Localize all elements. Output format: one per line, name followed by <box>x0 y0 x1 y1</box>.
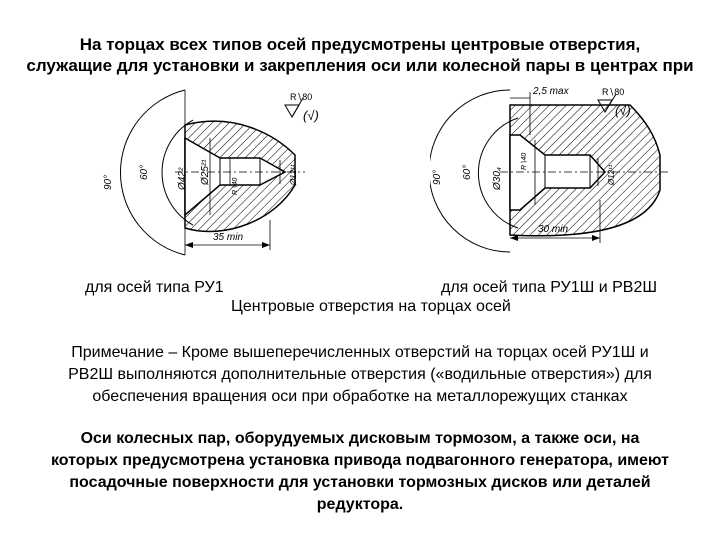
angle-90-label: 90° <box>432 169 443 185</box>
angle-90-label: 90° <box>103 174 114 190</box>
center-hole-drawing-ru1 <box>85 80 360 270</box>
length-30-label: 30 min <box>538 224 569 235</box>
roughness-label: R∖80 <box>290 92 313 102</box>
roughness-mark: (√) <box>303 108 319 123</box>
top-dim-label: 2,5 max <box>533 86 569 97</box>
caption-left: для осей типа РУ1 <box>85 279 224 296</box>
note-line-3: обеспечения вращения оси при обработке на металлорежущих станках <box>92 388 628 405</box>
final-line-2: которых предусмотрена установка привода подвагонного генератора, имеют <box>50 452 669 469</box>
diameter-25-label: Ø25²¹ <box>200 159 211 185</box>
heading-line-1: На торцах всех типов осей предусмотрены центровые отверстия, <box>79 35 641 54</box>
final-line-3: посадочные поверхности для установки тормозных дисков или деталей <box>69 474 651 491</box>
final-paragraph <box>0 428 720 516</box>
angle-60-label: 60° <box>462 164 473 180</box>
final-line-1: Оси колесных пар, оборудуемых дисковым тормозом, а также оси, на <box>80 430 640 447</box>
heading <box>0 34 720 76</box>
diameter-30-label: Ø30₄ <box>492 167 503 190</box>
caption-center: Центровые отверстия на торцах осей <box>231 298 511 315</box>
angle-60-label: 60° <box>139 164 150 180</box>
heading-line-2: служащие для установки и закрепления оси или колесной пары в центрах при <box>26 56 694 75</box>
center-hole-drawing-ru1sh <box>430 80 690 270</box>
small-roughness-label: R∖40 <box>232 177 239 195</box>
length-35-label: 35 min <box>213 232 244 243</box>
diameter-12-label: Ø12¹¹ <box>289 164 298 185</box>
roughness-label: R∖80 <box>602 87 625 97</box>
small-roughness-label: R∖40 <box>521 152 528 170</box>
note-line-2: РВ2Ш выполняются дополнительные отверстия («водильные отверстия») для <box>68 366 652 383</box>
diameter-12-label: Ø12¹¹ <box>607 164 616 185</box>
roughness-mark: (√) <box>615 103 631 118</box>
note-line-1: Примечание – Кроме вышеперечисленных отверстий на торцах осей РУ1Ш и <box>71 344 649 361</box>
final-line-4: редуктора. <box>316 496 404 513</box>
note-paragraph <box>10 342 710 408</box>
caption-right: для осей типа РУ1Ш и РВ2Ш <box>441 279 658 296</box>
diameter-42-label: Ø42² <box>177 167 188 190</box>
